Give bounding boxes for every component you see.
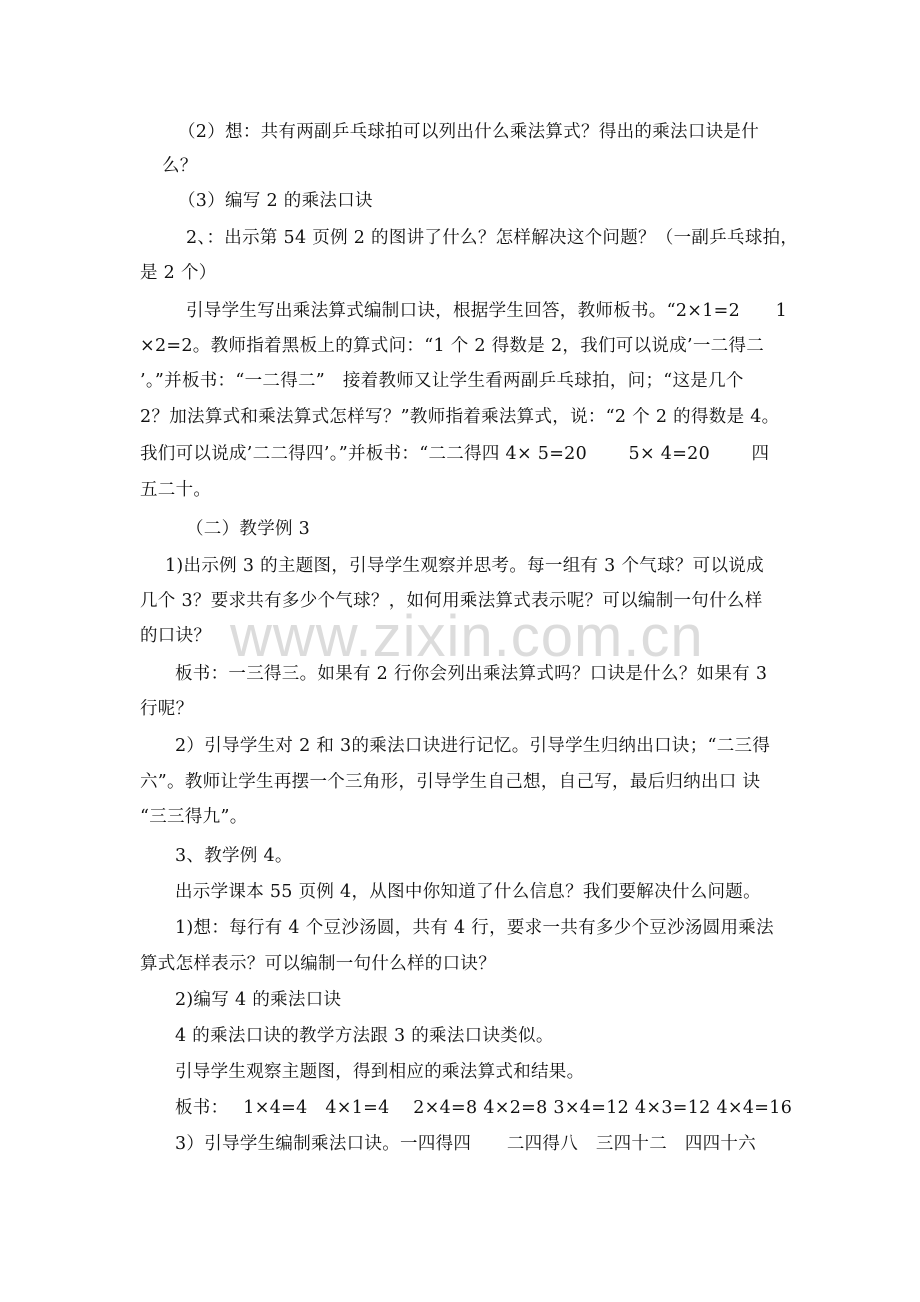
text-line: ’。”并板书：“一二得二” 接着教师又让学生看两副乒乓球拍，问；“这是几个: [140, 371, 744, 391]
text-line: 2？加法算式和乘法算式怎样写？”教师指着乘法算式，说：“2 个 2 的得数是 4。: [140, 407, 780, 427]
text-line: 几个 3？要求共有多少个气球？，如何用乘法算式表示呢？可以编制一句什么样: [140, 591, 763, 611]
text-line: 行呢？: [140, 699, 194, 719]
text-line: 算式怎样表示？可以编制一句什么样的口诀？: [140, 954, 496, 974]
text-line: 五二十。: [140, 480, 212, 500]
text-line: 板书：一三得三。如果有 2 行你会列出乘法算式吗？口诀是什么？如果有 3: [175, 664, 768, 684]
text-line: 引导学生观察主题图，得到相应的乘法算式和结果。: [175, 1062, 585, 1082]
text-line: 板书： 1×4=4 4×1=4 2×4=8 4×2=8 3×4=12 4×3=12 4×4=16: [175, 1098, 793, 1118]
text-line: “三三得九”。: [140, 807, 248, 827]
text-line: 引导学生写出乘法算式编制口诀，根据学生回答，教师板书。“2×1=2 1: [186, 301, 788, 321]
text-line: 2）引导学生对 2 和 3的乘法口诀进行记忆。引导学生归纳出口诀；“二三得: [175, 736, 771, 756]
text-line: 1)出示例 3 的主题图，引导学生观察并思考。每一组有 3 个气球？可以说成: [165, 556, 764, 576]
text-line: 4 的乘法口诀的教学方法跟 3 的乘法口诀类似。: [175, 1026, 554, 1046]
text-line: 是 2 个）: [140, 263, 217, 283]
section-heading: 3、教学例 4。: [175, 846, 293, 866]
text-line: （2）想：共有两副乒乓球拍可以列出什么乘法算式？得出的乘法口诀是什: [178, 122, 760, 142]
text-line: 2)编写 4 的乘法口诀: [175, 990, 342, 1010]
text-line: 1)想：每行有 4 个豆沙汤圆，共有 4 行，要求一共有多少个豆沙汤圆用乘法: [175, 918, 774, 938]
section-heading: （二）教学例 3: [186, 519, 311, 539]
text-line: 出示学课本 55 页例 4，从图中你知道了什么信息？我们要解决什么问题。: [175, 882, 761, 902]
text-line: 六”。教师让学生再摆一个三角形，引导学生自己想，自己写，最后归纳出口 诀: [140, 772, 761, 792]
text-line: （3）编写 2 的乘法口诀: [178, 191, 373, 211]
text-line: 的口诀？: [140, 626, 212, 646]
text-line: 2、：出示第 54 页例 2 的图讲了什么？怎样解决这个问题？（一副乒乓球拍，: [186, 228, 799, 248]
text-line: ×2=2。教师指着黑板上的算式问：“1 个 2 得数是 2，我们可以说成’一二得二: [140, 336, 765, 356]
watermark: www.zixin.com.cn: [230, 604, 704, 669]
text-line: 我们可以说成’二二得四’。”并板书：“二二得四 4× 5=20 5× 4=20 四: [140, 444, 770, 464]
text-line: 3）引导学生编制乘法口诀。一四得四 二四得八 三四十二 四四十六: [175, 1134, 757, 1154]
text-line: 么？: [162, 156, 198, 176]
